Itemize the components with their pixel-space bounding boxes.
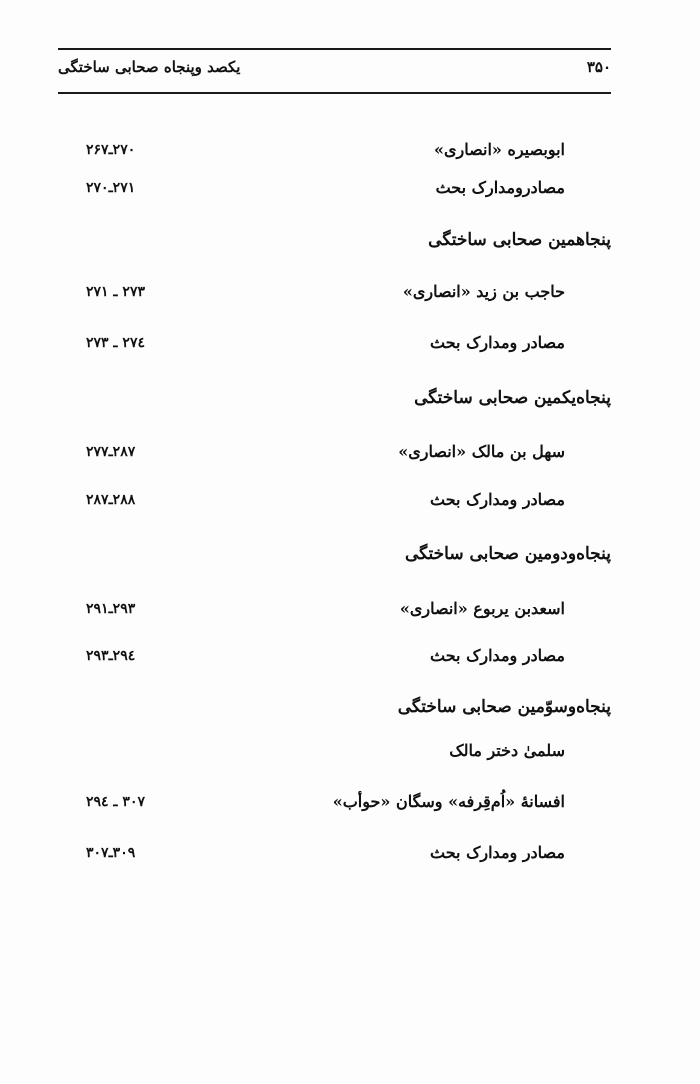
toc-entry [58, 442, 611, 472]
toc-entry-title: سهل بن مالک «انصاری» [398, 442, 565, 461]
toc-entry [58, 333, 611, 363]
toc-entry-pages: ۲۸۸ـ۲۸۷ [86, 492, 136, 508]
toc-entry-title: مصادر ومدارک بحث [430, 490, 565, 509]
toc-entry-title: مصادر ومدارک بحث [430, 843, 565, 862]
toc-section-heading [58, 230, 611, 260]
toc-subheading [58, 741, 611, 771]
toc-entry-title: مصادر ومدارک بحث [430, 333, 565, 352]
toc-section-heading [58, 697, 611, 727]
toc-entry-pages: ۳۰۷ ـ ۲۹٤ [86, 794, 145, 810]
section-title: پنجاه‌یکمین صحابی ساختگی [414, 388, 611, 408]
toc-section-heading [58, 388, 611, 418]
running-title: یکصد وپنجاه صحابی ساختگی [58, 58, 241, 76]
toc-entry-title: مصادر ومدارک بحث [430, 646, 565, 665]
toc-entry-pages: ۲۷۰ـ۲۶۷ [86, 142, 136, 158]
page-number: ۳۵۰ [586, 58, 611, 76]
toc-entry [58, 282, 611, 312]
toc-entry [58, 599, 611, 629]
toc-entry [58, 646, 611, 676]
section-title: پنجاه‌ودومین صحابی ساختگی [404, 544, 611, 564]
toc-entry-title: حاجب بن زید «انصاری» [402, 282, 565, 301]
toc-entry-title: ابوبصیره «انصاری» [434, 140, 565, 159]
toc-entry-title: مصادرومدارک بحث [435, 178, 565, 197]
toc-entry [58, 140, 611, 170]
subheading-title: سلمیٰ دختر مالک [449, 741, 565, 760]
toc-entry-title: افسانۀ «اُم‌قِرفه» وسگان «حوأب» [332, 792, 565, 811]
toc-entry-pages: ۲۷٤ ـ ۲۷۳ [86, 335, 145, 351]
section-title: پنجاه‌وسوّمین صحابی ساختگی [397, 697, 611, 717]
section-title: پنجاهمین صحابی ساختگی [428, 230, 611, 250]
toc-entry [58, 843, 611, 873]
toc-entry-pages: ۲۸۷ـ۲۷۷ [86, 444, 136, 460]
toc-entry-pages: ۲۹٤ـ۲۹۳ [86, 648, 136, 664]
toc-entry-pages: ۳۰۹ـ۳۰۷ [86, 845, 136, 861]
toc-entry [58, 490, 611, 520]
toc-entry [58, 792, 611, 822]
toc-entry-pages: ۲۷۳ ـ ۲۷۱ [86, 284, 145, 300]
toc-section-heading [58, 544, 611, 574]
toc-entry-title: اسعدبن یربوع «انصاری» [399, 599, 565, 618]
toc-entry-pages: ۲۹۳ـ۲۹۱ [86, 601, 136, 617]
toc-entry-pages: ۲۷۱ـ۲۷۰ [86, 180, 136, 196]
toc-entry [58, 178, 611, 208]
